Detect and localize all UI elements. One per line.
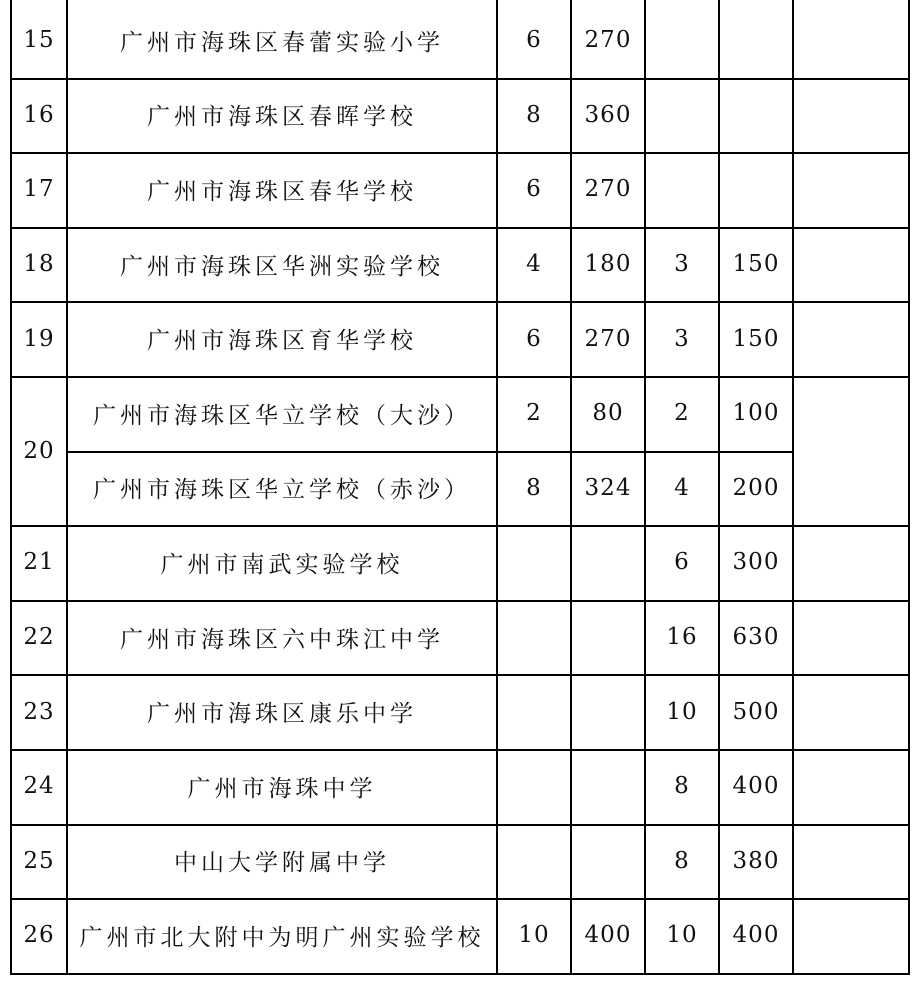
value-cell-c1 bbox=[498, 525, 570, 600]
row-number: 20 bbox=[23, 437, 55, 464]
school-name-cell: 广州市海珠区春华学校 bbox=[147, 178, 417, 205]
value-cell-c1: 8 bbox=[526, 474, 542, 501]
value-cell-c1 bbox=[498, 674, 570, 749]
value-cell-c2: 180 bbox=[584, 251, 632, 278]
value-cell-c3 bbox=[646, 152, 718, 227]
value-cell-c3: 6 bbox=[674, 549, 690, 576]
value-cell-c4: 300 bbox=[732, 549, 780, 576]
school-name-cell: 广州市海珠区六中珠江中学 bbox=[120, 626, 444, 653]
value-cell-c2 bbox=[572, 525, 644, 600]
value-cell-c4: 200 bbox=[732, 474, 780, 501]
school-name-cell: 广州市海珠区华立学校（大沙） bbox=[93, 402, 471, 429]
value-cell-c1: 8 bbox=[526, 101, 542, 128]
value-cell-c3 bbox=[646, 78, 718, 153]
value-cell-c2: 270 bbox=[584, 27, 632, 54]
value-cell-c2: 80 bbox=[592, 400, 624, 427]
value-cell-c3: 2 bbox=[674, 400, 690, 427]
school-name-cell: 广州市海珠区康乐中学 bbox=[147, 701, 417, 728]
row-number: 22 bbox=[23, 624, 55, 651]
value-cell-c4: 380 bbox=[732, 847, 780, 874]
row-number: 17 bbox=[23, 176, 55, 203]
value-cell-c4: 400 bbox=[732, 922, 780, 949]
school-name-cell: 广州市北大附中为明广州实验学校 bbox=[79, 924, 485, 951]
value-cell-c3: 3 bbox=[674, 251, 690, 278]
value-cell-c4: 500 bbox=[732, 698, 780, 725]
value-cell-c4 bbox=[720, 152, 792, 227]
school-name-cell: 中山大学附属中学 bbox=[174, 850, 390, 877]
value-cell-c3: 8 bbox=[674, 847, 690, 874]
school-name-cell: 广州市海珠区春蕾实验小学 bbox=[120, 29, 444, 56]
row-number: 23 bbox=[23, 698, 55, 725]
value-cell-c1 bbox=[498, 600, 570, 675]
value-cell-c3: 10 bbox=[666, 698, 698, 725]
value-cell-c3: 3 bbox=[674, 325, 690, 352]
row-number: 18 bbox=[23, 251, 55, 278]
row-border bbox=[10, 973, 910, 975]
value-cell-c1: 6 bbox=[526, 325, 542, 352]
value-cell-c3: 4 bbox=[674, 474, 690, 501]
value-cell-c4: 400 bbox=[732, 773, 780, 800]
value-cell-c1 bbox=[498, 749, 570, 824]
value-cell-c3 bbox=[646, 3, 718, 78]
value-cell-c2 bbox=[572, 600, 644, 675]
value-cell-c3: 16 bbox=[666, 624, 698, 651]
row-number: 15 bbox=[23, 27, 55, 54]
value-cell-c4: 100 bbox=[732, 400, 780, 427]
school-name-cell: 广州市海珠中学 bbox=[187, 775, 377, 802]
value-cell-c2 bbox=[572, 674, 644, 749]
value-cell-c4: 630 bbox=[732, 624, 780, 651]
value-cell-c3: 10 bbox=[666, 922, 698, 949]
value-cell-c1: 6 bbox=[526, 176, 542, 203]
value-cell-c2: 270 bbox=[584, 176, 632, 203]
row-number: 16 bbox=[23, 101, 55, 128]
value-cell-c1: 6 bbox=[526, 27, 542, 54]
value-cell-c1: 10 bbox=[518, 922, 550, 949]
value-cell-c1: 4 bbox=[526, 251, 542, 278]
row-number: 26 bbox=[23, 922, 55, 949]
school-name-cell: 广州市南武实验学校 bbox=[160, 551, 404, 578]
column-border bbox=[792, 0, 794, 975]
value-cell-c1: 2 bbox=[526, 400, 542, 427]
school-name-cell: 广州市海珠区华洲实验学校 bbox=[120, 253, 444, 280]
value-cell-c2 bbox=[572, 824, 644, 899]
row-number: 19 bbox=[23, 325, 55, 352]
row-number: 24 bbox=[23, 773, 55, 800]
school-name-cell: 广州市海珠区育华学校 bbox=[147, 328, 417, 355]
value-cell-c2: 360 bbox=[584, 101, 632, 128]
value-cell-c2 bbox=[572, 749, 644, 824]
value-cell-c1 bbox=[498, 824, 570, 899]
value-cell-c4: 150 bbox=[732, 251, 780, 278]
value-cell-c4 bbox=[720, 78, 792, 153]
school-name-cell: 广州市海珠区华立学校（赤沙） bbox=[93, 477, 471, 504]
row-number: 21 bbox=[23, 549, 55, 576]
value-cell-c2: 400 bbox=[584, 922, 632, 949]
school-name-cell: 广州市海珠区春晖学校 bbox=[147, 104, 417, 131]
value-cell-c2: 270 bbox=[584, 325, 632, 352]
value-cell-c2: 324 bbox=[584, 474, 632, 501]
value-cell-c3: 8 bbox=[674, 773, 690, 800]
row-number: 25 bbox=[23, 847, 55, 874]
value-cell-c4 bbox=[720, 3, 792, 78]
column-border bbox=[908, 0, 910, 975]
value-cell-c4: 150 bbox=[732, 325, 780, 352]
